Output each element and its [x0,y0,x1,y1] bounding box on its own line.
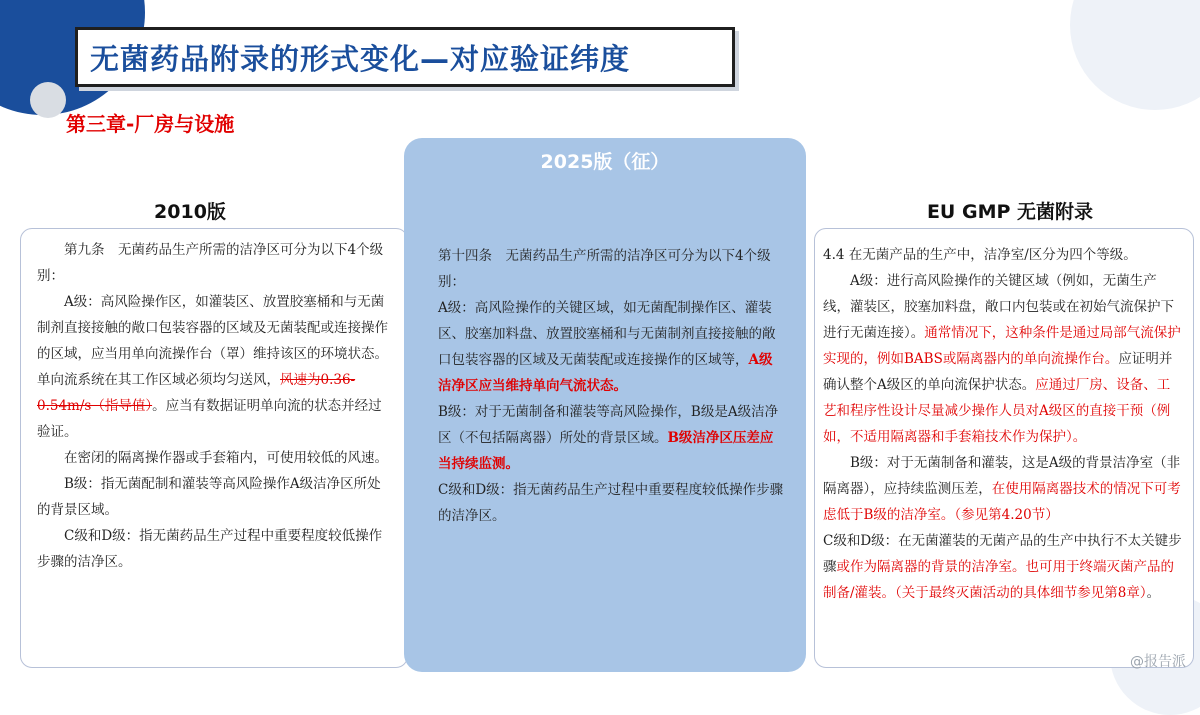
slide-title: 无菌药品附录的形式变化—对应验证纬度 [90,41,631,76]
right-p4-tail: 。 [1146,585,1161,601]
right-p2-highlight: 通常情况下，这种条件是通过局部气流保护实现的，例如BABS或隔离器内的单向流操作台。 [823,325,1181,367]
middle-p3-highlight: B级洁净区压差应当持续监测。 [438,430,774,472]
slide-title-box [75,27,735,87]
watermark: @报告派 [1130,654,1186,670]
left-p3: 在密闭的隔离操作器或手套箱内，可使用较低的风速。 [64,450,388,466]
middle-p3 [438,399,784,477]
right-p4 [823,528,1183,606]
right-p2-highlight2: 应通过厂房、设备、工艺和程序性设计尽量减少操作人员对A级区的直接干预（例如，不适用隔离器和手套箱技术作为保护）。 [823,377,1171,445]
right-p2-text: A级：进行高风险操作的关键区域（例如，无菌生产线，灌装区，胶塞加料盘，敞口内包装或在初始气流保护下进行无菌连接）。 [823,273,1174,341]
middle-p4: C级和D级：指无菌药品生产过程中重要程度较低操作步骤的洁净区。 [438,482,784,524]
right-panel-eu-gmp [814,228,1194,668]
middle-p2-highlight: A级洁净区应当维持单向气流状态。 [438,352,773,394]
left-panel-text [37,237,393,575]
right-p3-highlight: 在使用隔离器技术的情况下可考虑低于B级的洁净室。（参见第4.20节） [823,481,1181,523]
right-panel-text [823,242,1183,606]
left-panel-2010 [20,228,408,668]
left-p2-tail: 。应当有数据证明单向流的状态并经过验证。 [37,398,382,440]
right-p4-text: C级和D级：在无菌灌装的无菌产品的生产中执行不太关键步骤 [823,533,1182,575]
middle-panel-2025 [404,138,806,672]
left-p4: B级：指无菌配制和灌装等高风险操作A级洁净区所处的背景区域。 [37,476,381,518]
middle-p1: 第十四条 无菌药品生产所需的洁净区可分为以下4个级别： [438,248,771,290]
middle-p3-text: B级：对于无菌制备和灌装等高风险操作，B级是A级洁净区（不包括隔离器）所处的背景区域。 [438,404,779,446]
left-column-heading: 2010版 [154,201,226,223]
right-p2 [823,268,1183,450]
left-p5: C级和D级：指无菌药品生产过程中重要程度较低操作步骤的洁净区。 [37,528,383,570]
left-p2-text: A级：高风险操作区，如灌装区、放置胶塞桶和与无菌制剂直接接触的敞口包装容器的区域及无菌装配或连接操作的区域，应当用单向流操作台（罩）维持该区的环境状态。单向流系统在其工作区域必须均匀送风， [37,294,388,388]
decorative-circle-small [30,82,66,118]
left-p2-strikethrough: 风速为0.36-0.54m/s（指导值） [37,372,356,414]
right-p3-text: B级：对于无菌制备和灌装，这是A级的背景洁净室（非隔离器），应持续监测压差， [823,455,1181,497]
right-column-heading: EU GMP 无菌附录 [926,201,1094,223]
right-p1: 4.4 在无菌产品的生产中，洁净室/区分为四个等级。 [823,247,1137,263]
right-p3 [823,450,1183,528]
middle-p2-text: A级：高风险操作的关键区域，如无菌配制操作区、灌装区、胶塞加料盘、放置胶塞桶和与无菌制剂直接接触的敞口包装容器的区域及无菌装配或连接操作的区域等， [438,300,776,368]
chapter-heading: 第三章-厂房与设施 [66,112,235,136]
right-p2-text2: 应证明并确认整个A级区的单向流保护状态。 [823,351,1173,393]
left-p2 [37,289,393,445]
middle-column-heading: 2025版（征） [540,151,670,173]
middle-p2 [438,295,784,399]
right-p4-highlight: 或作为隔离器的背景的洁净室。也可用于终端灭菌产品的制备/灌装。（关于最终灭菌活动的具体细节参见第8章） [823,559,1174,601]
left-p1: 第九条 无菌药品生产所需的洁净区可分为以下4个级别： [37,242,384,284]
decorative-circle-top-right [1070,0,1200,110]
middle-panel-text [438,243,784,529]
